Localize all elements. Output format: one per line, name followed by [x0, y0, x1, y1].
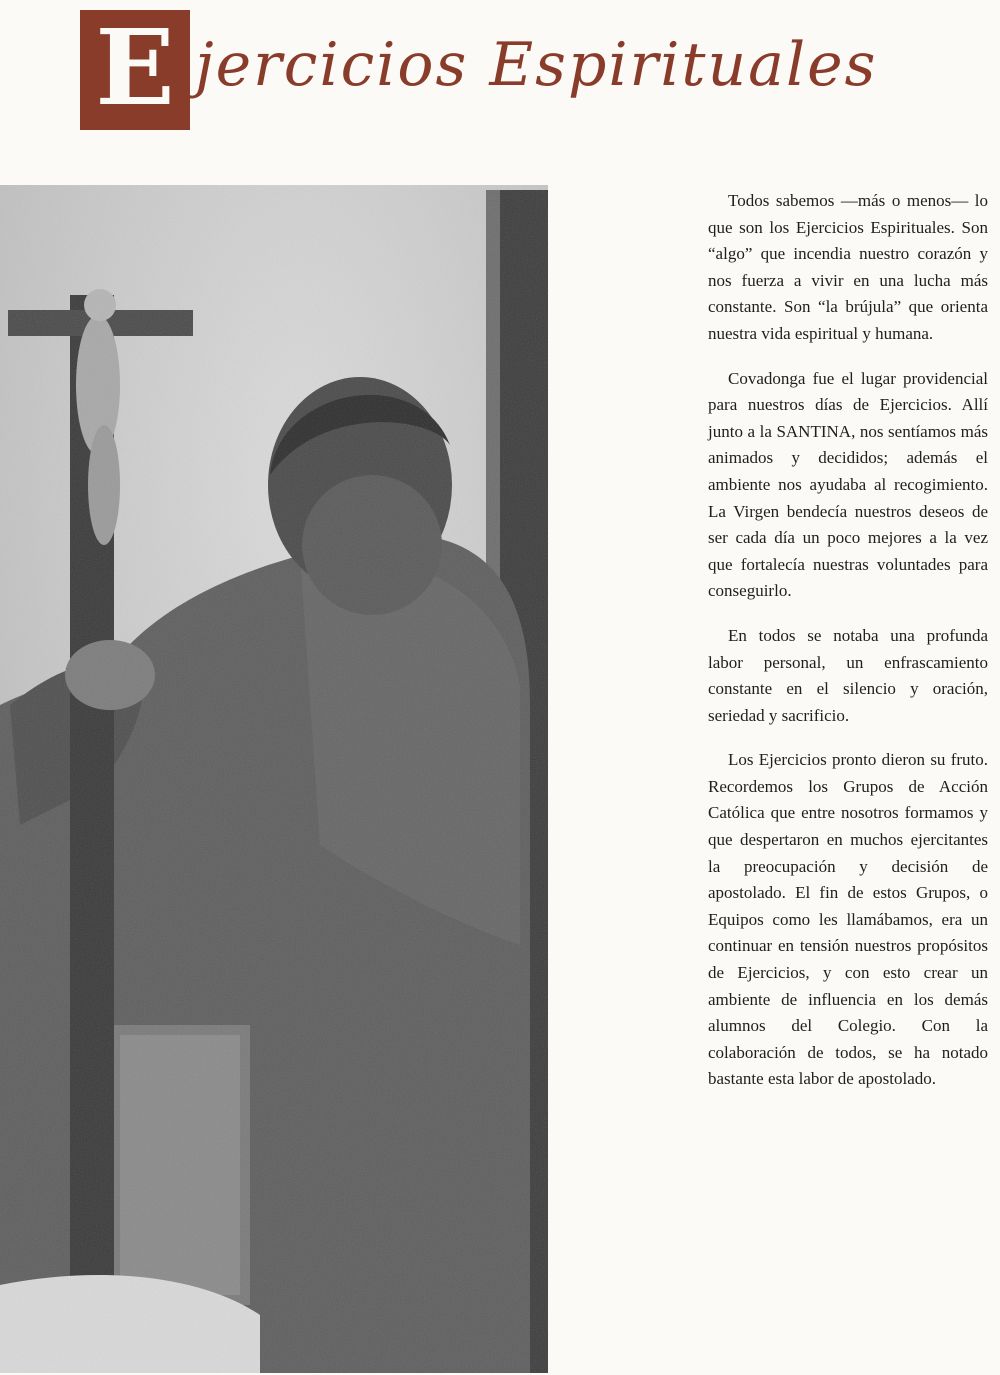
illuminated-initial: [80, 6, 190, 130]
page-title: jercicios Espirituales: [195, 30, 878, 100]
paragraph-4: Los Ejercicios pronto dieron su fruto. Recordemos los Grupos de Acción Católica que entre nosotros formamos y que despertaron en muchos ejercitantes la preocupación y decisión de apostolado. El fin de estos Grupos, o Equipos como les llamábamos, era un continuar en tensión nuestros propósitos de Ejercicios, y con esto crear un ambiente de influencia en los demás alumnos del Colegio. Con la colaboración de todos, se ha notado bastante esta labor de apostolado.: [708, 750, 988, 1089]
article-text: [708, 188, 988, 1111]
paragraph-1: Todos sabemos —más o menos— lo que son los Ejercicios Espirituales. Son “algo” que incendia nuestro corazón y nos fuerza a vivir en una lucha más constante. Son “la brújula” que orienta nuestra vida espiritual y humana.: [708, 191, 988, 343]
paragraph-3: En todos se notaba una profunda labor personal, un enfrascamiento constante en el silencio y oración, seriedad y sacrificio.: [708, 625, 988, 725]
photograph-boy-with-crucifix-image: [0, 185, 548, 1373]
paragraph-2: Covadonga fue el lugar providencial para nuestros días de Ejercicios. Allí junto a la SANTINA, nos sentíamos más animados y decididos; además el ambiente nos ayudaba al recogimiento. La Virgen bendecía nuestros deseos de ser cada día un poco mejores a la vez que fortalecía nuestras voluntades para conseguirlo.: [708, 368, 988, 601]
page-header: [0, 0, 1000, 160]
photograph: [0, 185, 548, 1373]
initial-letter: E: [95, 6, 175, 129]
